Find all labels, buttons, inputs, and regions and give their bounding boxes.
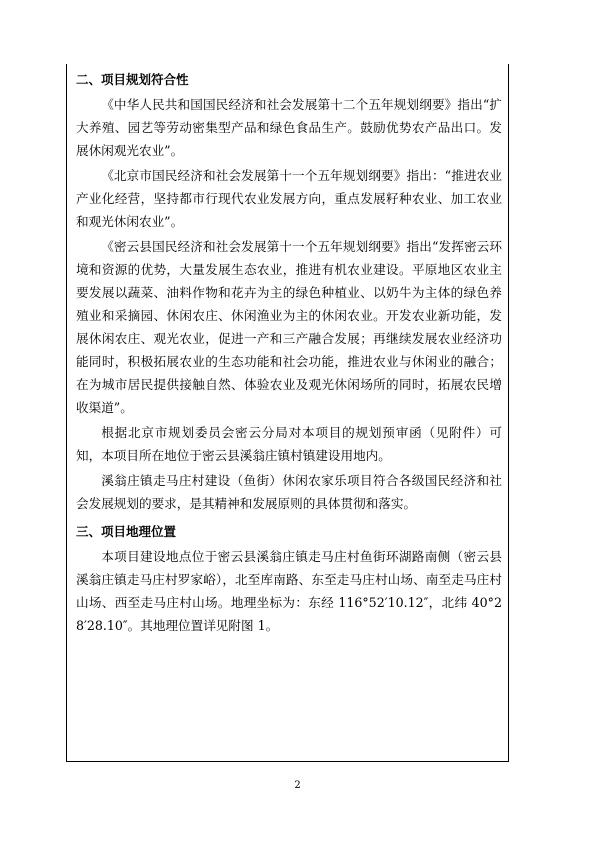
- paragraph-miyun-plan: 《密云县国民经济和社会发展第十一个五年规划纲要》指出“发挥密云环境和资源的优势，大量发展生态农业，推进有机农业建设。平原地区农业主要发展以蔬菜、油料作物和花卉为主的绿色种植业、以奶牛为主体的绿色养殖业和采摘园、休闲农庄、休闲渔业为主的休闲农业。开发农业新功能，发展休闲农庄、观光农业，促进一产和三产融合发展；再继续发展农业经济功能同时，积极拓展农业的生态功能和社会功能，推进农业与休闲业的融合；在为城市居民提供接触自然、体验农业及观光休闲场所的同时，拓展农民增收渠道”。: [76, 239, 502, 415]
- paragraph-beijing-plan: 《北京市国民经济和社会发展第十一个五年规划纲要》指出：“推进农业产业化经营，坚持都市行现代农业发展方向，重点发展籽种农业、加工农业和观光休闲农业”。: [76, 168, 502, 229]
- paragraph-location: 本项目建设地点位于密云县溪翁庄镇走马庄村鱼街环湖路南侧（密云县溪翁庄镇走马庄村罗家峪），北至库南路、东至走马庄村山场、南至走马庄村山场、西至走马庄村山场。地理坐标为：东经 116°52′10.12″，北纬 40°28′28.10″。其地理位置详见附图 1。: [76, 549, 502, 633]
- paragraph-planning-review: 根据北京市规划委员会密云分局对本项目的规划预审函（见附件）可知，本项目所在地位于密云县溪翁庄镇村镇建设用地内。: [76, 425, 502, 463]
- section-heading-location: 三、项目地理位置: [76, 524, 177, 539]
- section-heading-planning: 二、项目规划符合性: [76, 72, 189, 87]
- page-number: 2: [294, 780, 301, 791]
- document-body: [76, 67, 502, 637]
- paragraph-national-plan: 《中华人民共和国国民经济和社会发展第十二个五年规划纲要》指出“扩大养殖、园艺等劳动密集型产品和绿色食品生产。鼓励优势农产品出口。发展休闲观光农业”。: [76, 97, 502, 158]
- paragraph-conclusion: 溪翁庄镇走马庄村建设（鱼街）休闲农家乐项目符合各级国民经济和社会发展规划的要求，是其精神和发展原则的具体贯彻和落实。: [76, 473, 502, 511]
